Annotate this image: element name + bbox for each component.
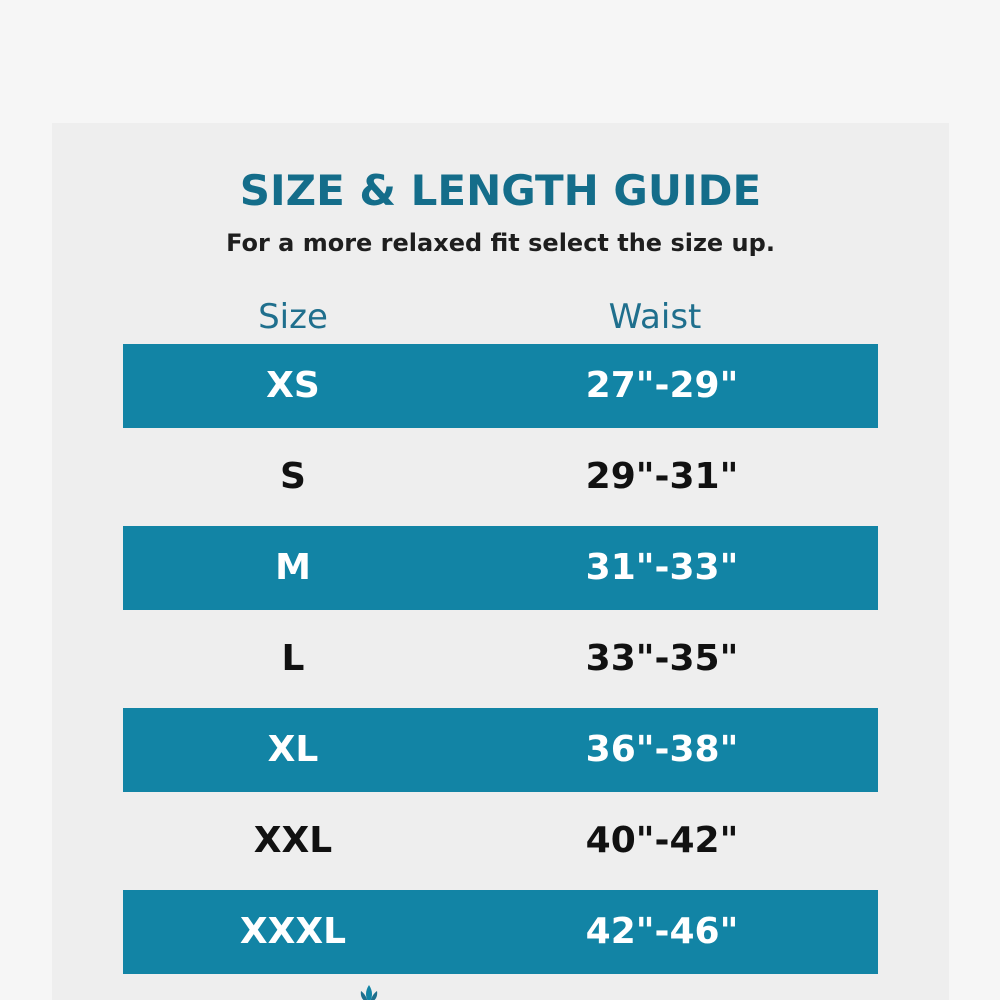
- table-row: [123, 435, 878, 519]
- table-row: [123, 890, 878, 974]
- table-row: [123, 526, 878, 610]
- size-guide-card: [52, 123, 949, 1000]
- waist-cell: 27"-29": [585, 365, 739, 406]
- table-row: [123, 799, 878, 883]
- size-column-header: Size: [258, 297, 328, 337]
- size-cell: L: [281, 638, 305, 679]
- size-cell: XXL: [253, 820, 333, 861]
- size-cell: XS: [266, 365, 320, 406]
- waist-cell: 33"-35": [585, 638, 739, 679]
- size-cell: M: [275, 547, 311, 588]
- waist-cell: 40"-42": [585, 820, 739, 861]
- table-row: [123, 708, 878, 792]
- size-cell: XXXL: [239, 911, 347, 952]
- size-cell: XL: [267, 729, 319, 770]
- table-row: [123, 617, 878, 701]
- leaf-icon: [349, 983, 389, 1000]
- page-title: SIZE & LENGTH GUIDE: [239, 166, 762, 215]
- waist-cell: 36"-38": [585, 729, 739, 770]
- waist-cell: 29"-31": [585, 456, 739, 497]
- waist-cell: 31"-33": [585, 547, 739, 588]
- waist-cell: 42"-46": [585, 911, 739, 952]
- size-cell: S: [280, 456, 306, 497]
- page-subtitle: For a more relaxed fit select the size up.: [226, 229, 775, 257]
- table-row: [123, 344, 878, 428]
- waist-column-header: Waist: [608, 297, 702, 337]
